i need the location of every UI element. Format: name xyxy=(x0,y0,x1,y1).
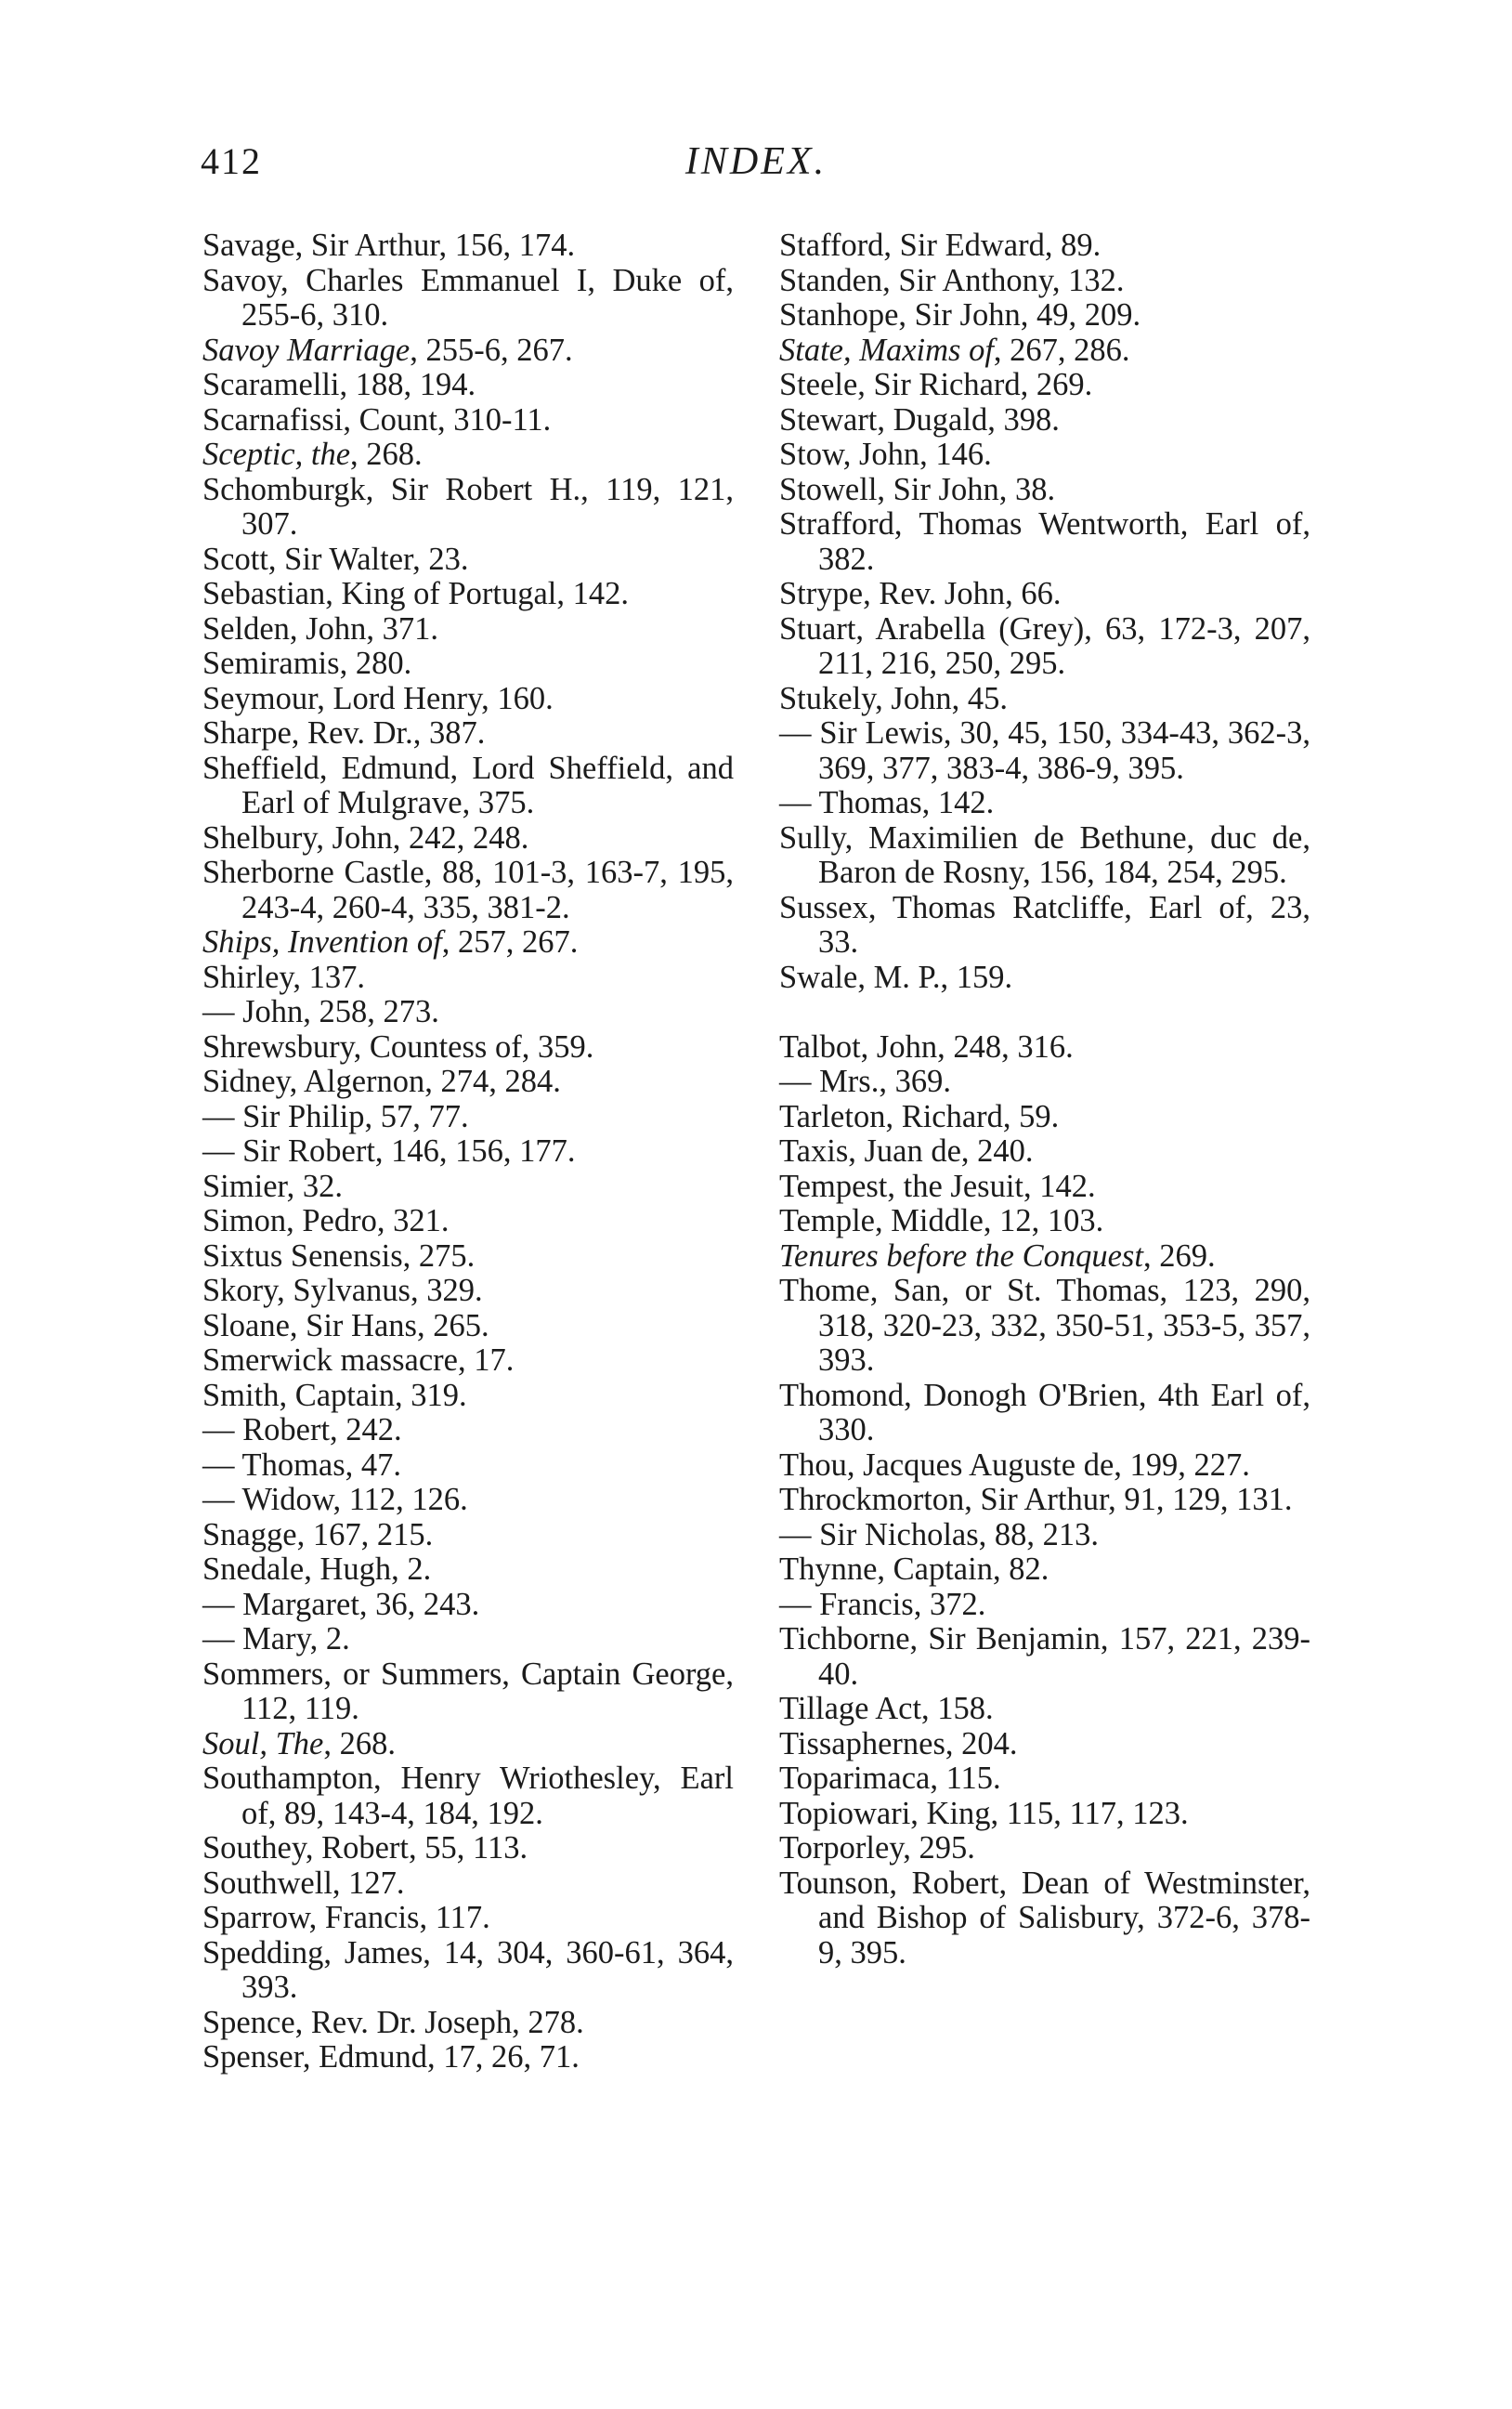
index-entry: — Robert, 242. xyxy=(202,1412,402,1447)
index-entry: Thynne, Captain, 82. xyxy=(779,1551,1049,1587)
index-entry: Stow, John, 146. xyxy=(779,437,992,472)
index-entry: Southey, Robert, 55, 113. xyxy=(202,1830,528,1866)
index-entry: Sharpe, Rev. Dr., 387. xyxy=(202,715,486,751)
index-entry: Savage, Sir Arthur, 156, 174. xyxy=(202,228,576,263)
index-entry: Spence, Rev. Dr. Joseph, 278. xyxy=(202,2004,584,2040)
index-entry: Tissaphernes, 204. xyxy=(779,1725,1018,1761)
index-entry: — John, 258, 273. xyxy=(202,994,439,1029)
page-number: 412 xyxy=(201,140,262,182)
index-entry: Strafford, Thomas Wentworth, Earl of, 382. xyxy=(779,506,1310,577)
index-entry: Sherborne Castle, 88, 101-3, 163-7, 195, 243-4, 260-4, 335, 381-2. xyxy=(202,855,734,925)
index-entry-title: Sceptic, the xyxy=(202,437,351,472)
index-entry-pages: , 267, 286. xyxy=(993,332,1130,368)
index-entry: Tarleton, Richard, 59. xyxy=(779,1098,1060,1134)
index-entry: Stowell, Sir John, 38. xyxy=(779,471,1056,507)
index-entry: — Francis, 372. xyxy=(779,1586,986,1622)
index-entry: Steele, Sir Richard, 269. xyxy=(779,367,1093,402)
index-entry: Smith, Captain, 319. xyxy=(202,1377,467,1413)
index-entry: — Widow, 112, 126. xyxy=(202,1482,468,1517)
index-entry: Shrewsbury, Countess of, 359. xyxy=(202,1028,594,1065)
index-column-left xyxy=(202,229,734,2075)
index-entry-title: State, Maxims of xyxy=(779,332,994,368)
index-entry-title: Savoy Marriage xyxy=(202,332,411,368)
index-entry-pages: , 269. xyxy=(1142,1237,1216,1274)
index-entry xyxy=(202,925,734,961)
index-entry: Sebastian, King of Portugal, 142. xyxy=(202,576,629,611)
index-entry: Stafford, Sir Edward, 89. xyxy=(779,228,1101,263)
index-entry: Savoy, Charles Emmanuel I, Duke of, 255-6, 310. xyxy=(202,262,734,333)
index-entry-title: Ships, Invention of xyxy=(202,924,442,960)
index-entry: Sloane, Sir Hans, 265. xyxy=(202,1307,489,1343)
section-gap xyxy=(779,995,1310,1030)
index-entry: — Margaret, 36, 243. xyxy=(202,1586,480,1622)
index-entry: Spedding, James, 14, 304, 360-61, 364, 393. xyxy=(202,1934,734,2005)
index-entry: Selden, John, 371. xyxy=(202,610,438,647)
index-entry: Throckmorton, Sir Arthur, 91, 129, 131. xyxy=(779,1482,1293,1517)
index-entry: Southampton, Henry Wriothesley, Earl of, 89, 143-4, 184, 192. xyxy=(202,1761,734,1831)
index-entry: — Thomas, 142. xyxy=(779,785,995,820)
index-entry: Sidney, Algernon, 274, 284. xyxy=(202,1064,561,1099)
index-entry: Scaramelli, 188, 194. xyxy=(202,367,476,402)
index-entry: Thou, Jacques Auguste de, 199, 227. xyxy=(779,1447,1250,1483)
index-entry: Thome, San, or St. Thomas, 123, 290, 318, 320-23, 332, 350-51, 353-5, 357, 393. xyxy=(779,1273,1310,1378)
index-entry: Stukely, John, 45. xyxy=(779,680,1008,716)
index-entry-title: Soul, The xyxy=(202,1725,324,1761)
index-entry: — Mrs., 369. xyxy=(779,1064,951,1099)
index-entry: Talbot, John, 248, 316. xyxy=(779,1028,1074,1065)
index-entry: Snedale, Hugh, 2. xyxy=(202,1551,432,1587)
index-entry: Schomburgk, Sir Robert H., 119, 121, 307. xyxy=(202,471,734,542)
index-entry: Sheffield, Edmund, Lord Sheffield, and Earl of Mulgrave, 375. xyxy=(202,750,734,820)
index-entry: Tempest, the Jesuit, 142. xyxy=(779,1168,1096,1204)
index-entry: Temple, Middle, 12, 103. xyxy=(779,1203,1104,1238)
index-entry: Sixtus Senensis, 275. xyxy=(202,1237,476,1274)
index-entry: Skory, Sylvanus, 329. xyxy=(202,1273,483,1308)
index-entry-pages: , 257, 267. xyxy=(441,924,579,960)
index-entry: Tichborne, Sir Benjamin, 157, 221, 239-40. xyxy=(779,1621,1310,1692)
index-entry: Tounson, Robert, Dean of Westminster, and Bishop of Salisbury, 372-6, 378-9, 395. xyxy=(779,1865,1310,1970)
index-entry: Scarnafissi, Count, 310-11. xyxy=(202,401,552,438)
index-entry: Torporley, 295. xyxy=(779,1830,975,1866)
index-entry: Stewart, Dugald, 398. xyxy=(779,401,1060,438)
index-entry: Seymour, Lord Henry, 160. xyxy=(202,680,554,716)
index-entry xyxy=(202,334,734,369)
index-entry: — Mary, 2. xyxy=(202,1621,350,1656)
index-entry: Sparrow, Francis, 117. xyxy=(202,1900,490,1935)
index-entry: Sully, Maximilien de Bethune, duc de, Baron de Rosny, 156, 184, 254, 295. xyxy=(779,819,1310,890)
index-entry: Standen, Sir Anthony, 132. xyxy=(779,262,1125,298)
index-entry: — Thomas, 47. xyxy=(202,1447,402,1483)
index-entry: — Sir Robert, 146, 156, 177. xyxy=(202,1133,576,1169)
index-entry: Simon, Pedro, 321. xyxy=(202,1203,450,1238)
index-entry: — Sir Nicholas, 88, 213. xyxy=(779,1516,1100,1552)
index-entry: Sommers, or Summers, Captain George, 112, 119. xyxy=(202,1656,734,1726)
index-entry: Snagge, 167, 215. xyxy=(202,1516,434,1552)
index-entry-title: Tenures before the Conquest xyxy=(779,1237,1143,1274)
index-entry: Smerwick massacre, 17. xyxy=(202,1342,515,1378)
index-entry: Scott, Sir Walter, 23. xyxy=(202,541,469,577)
index-entry xyxy=(779,1239,1310,1275)
index-entry-pages: , 255-6, 267. xyxy=(410,332,573,368)
index-entry: Simier, 32. xyxy=(202,1168,343,1204)
index-entry-pages: , 268. xyxy=(323,1725,396,1761)
index-entry: Stanhope, Sir John, 49, 209. xyxy=(779,297,1141,333)
index-entry: Southwell, 127. xyxy=(202,1865,405,1901)
index-entry: Thomond, Donogh O'Brien, 4th Earl of, 330. xyxy=(779,1377,1310,1447)
index-entry: — Sir Lewis, 30, 45, 150, 334-43, 362-3, 369, 377, 383-4, 386-9, 395. xyxy=(779,715,1310,786)
running-head: INDEX. xyxy=(684,140,828,183)
index-entry: Tillage Act, 158. xyxy=(779,1691,994,1726)
index-entry xyxy=(202,1727,734,1762)
index-entry: Shelbury, John, 242, 248. xyxy=(202,819,529,856)
index-entry-pages: , 268. xyxy=(350,437,423,472)
index-entry: Swale, M. P., 159. xyxy=(779,959,1013,995)
index-entry: Strype, Rev. John, 66. xyxy=(779,576,1062,611)
index-entry: Semiramis, 280. xyxy=(202,646,412,681)
index-entry: — Sir Philip, 57, 77. xyxy=(202,1098,469,1134)
index-entry: Shirley, 137. xyxy=(202,959,366,995)
index-entry: Taxis, Juan de, 240. xyxy=(779,1133,1034,1169)
index-entry xyxy=(779,334,1310,369)
index-column-right xyxy=(779,229,1310,1970)
index-entry: Spenser, Edmund, 17, 26, 71. xyxy=(202,2039,580,2075)
index-entry xyxy=(202,438,734,473)
index-entry: Toparimaca, 115. xyxy=(779,1761,1001,1796)
index-entry: Topiowari, King, 115, 117, 123. xyxy=(779,1795,1189,1831)
index-entry: Stuart, Arabella (Grey), 63, 172-3, 207, 211, 216, 250, 295. xyxy=(779,610,1310,681)
index-entry: Sussex, Thomas Ratcliffe, Earl of, 23, 33. xyxy=(779,889,1310,960)
